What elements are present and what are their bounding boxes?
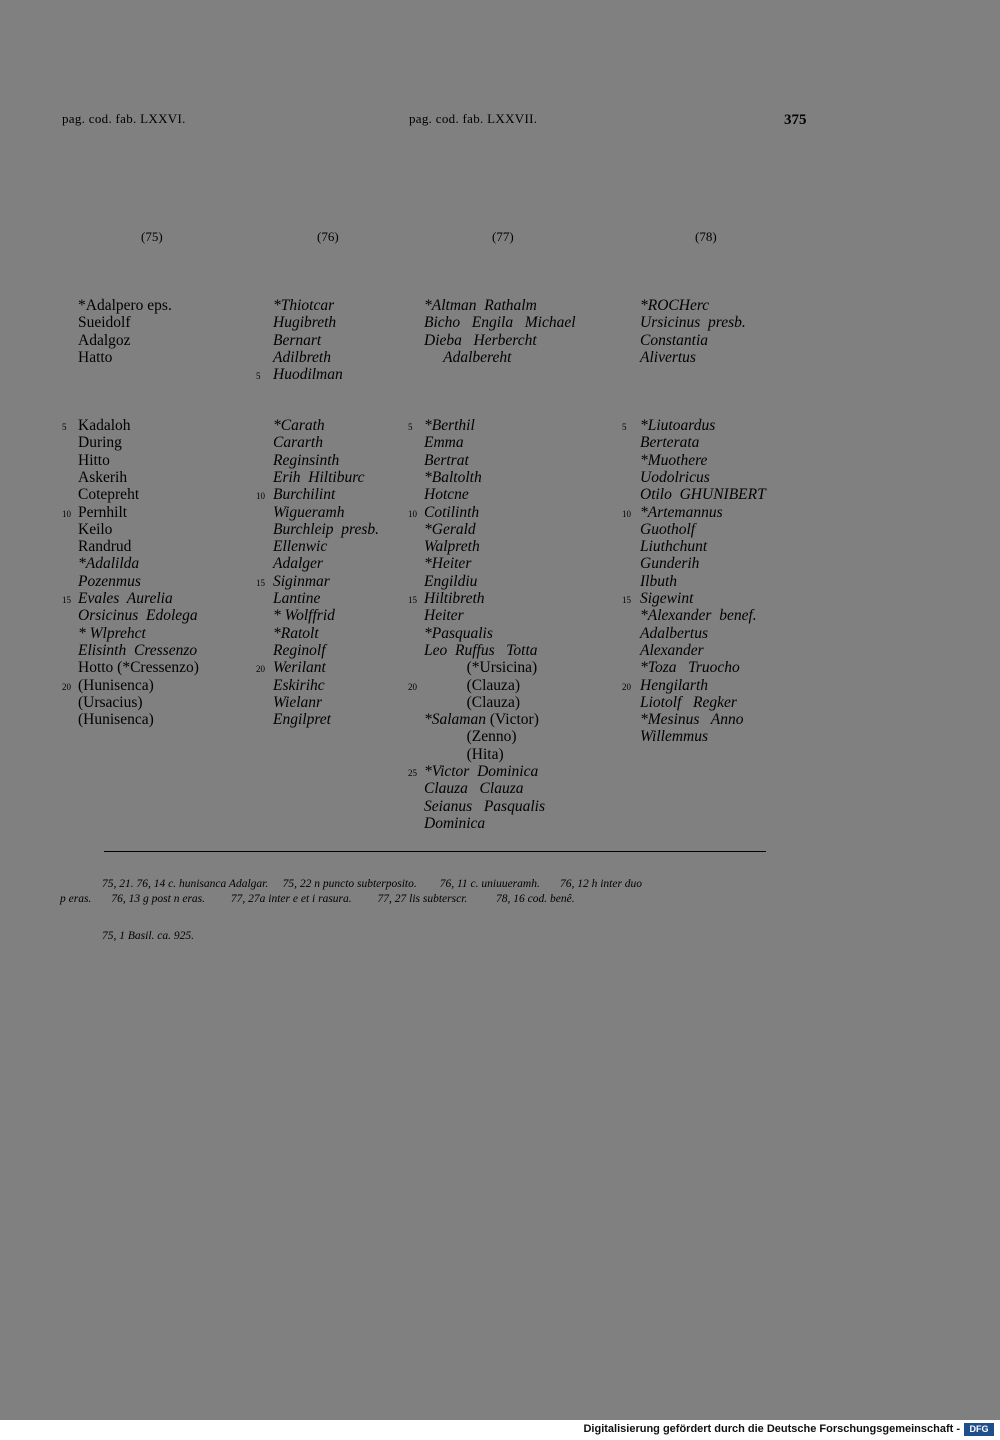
name-entry: Cotepreht [78, 486, 140, 504]
name-entry: Cararth [273, 434, 323, 452]
name-entry: Guotholf [640, 520, 696, 538]
name-entry: Bertrat [424, 451, 469, 469]
name-entry: Seianus Pasqualis [424, 797, 545, 815]
name-entry: Randrud [78, 538, 132, 556]
name-entry: Burchilint [273, 486, 336, 504]
name-entry: *Thiotcar [273, 297, 335, 314]
name-entry: Huodilman [273, 366, 343, 384]
line-number: 5 [622, 422, 627, 432]
name-entry: *Heiter [424, 555, 472, 573]
name-entry: Elisinth Cressenzo [78, 641, 198, 659]
name-entry: *Mesinus Anno [640, 711, 744, 729]
name-entry: Ilbuth [640, 572, 678, 590]
name-entry: (Hita) [424, 745, 504, 763]
name-entry: Sigewint [640, 590, 694, 607]
name-entry: Hitto [78, 451, 110, 469]
name-entry: (Zenno) [424, 728, 517, 746]
name-entry: Hotcne [424, 486, 469, 504]
name-entry: Berterata [640, 434, 700, 452]
name-entry: Adalger [273, 555, 323, 573]
name-entry: *Muothere [640, 451, 708, 469]
name-entry: (Clauza) [424, 693, 520, 711]
name-entry: Ellenwic [273, 538, 328, 556]
name-entry: Gunderih [640, 555, 700, 573]
name-entry: Liotolf Regker [640, 693, 737, 711]
name-entry: Kadaloh [78, 417, 131, 434]
line-number: 5 [256, 371, 261, 382]
header-left: pag. cod. fab. LXXVI. [62, 111, 186, 126]
name-entry: During [78, 434, 122, 452]
name-entry: Lantine [273, 590, 321, 607]
name-entry: Sueidolf [78, 314, 131, 332]
name-entry: Leo Ruffus Totta [424, 641, 538, 659]
line-number: 10 [62, 508, 71, 519]
name-entry: Pernhilt [78, 503, 128, 521]
line-number: 15 [408, 595, 417, 605]
name-entry: Heiter [424, 607, 464, 625]
footnote-line-3: 75, 1 Basil. ca. 925. [102, 930, 194, 942]
name-entry: Adalbertus [640, 624, 709, 642]
name-entry: Dieba Herbercht [424, 331, 537, 349]
funding-notice: Digitalisierung gefördert durch die Deutsche Forschungsgemeinschaft - [583, 1423, 960, 1435]
name-entry: (Hunisenca) [78, 676, 154, 694]
name-entry: *Victor Dominica [424, 763, 539, 780]
line-number: 20 [256, 664, 265, 675]
name-entry: Alexander [640, 641, 704, 659]
footnote-line-2: p eras. 76, 13 g post n eras. 77, 27a inter e et i rasura. 77, 27 lis subterscr. 78, 16 cod. benê. [60, 893, 575, 905]
name-entry: *ROCHerc [640, 297, 710, 314]
name-entry: (Hunisenca) [78, 711, 154, 729]
footnote-rule [104, 851, 766, 852]
name-entry: Reginolf [273, 641, 326, 659]
name-entry: *Altman Rathalm [424, 297, 537, 314]
header-center: pag. cod. fab. LXXVII. [409, 111, 538, 126]
name-entry: Uodolricus [640, 468, 710, 486]
name-entry: Adilbreth [273, 348, 331, 366]
name-entry: Walpreth [424, 538, 480, 556]
footnote-line-1: 75, 21. 76, 14 c. hunisanca Adalgar. 75, 22 n puncto subterposito. 76, 11 c. uniuueramh. 76, 12 h inter duo [102, 878, 643, 890]
name-entry: Burchleip presb. [273, 520, 380, 538]
column-number-76: (76) [317, 229, 339, 244]
name-entry: Pozenmus [78, 572, 141, 590]
name-entry: Reginsinth [273, 451, 340, 469]
line-number: 5 [62, 422, 67, 432]
name-entry: Eskirihc [273, 676, 325, 694]
name-entry: *Berthil [424, 417, 475, 434]
name-entry: *Pasqualis [424, 624, 493, 642]
name-entry: Alivertus [640, 348, 696, 366]
name-entry: Engilpret [273, 711, 331, 729]
name-entry: Orsicinus Edolega [78, 607, 198, 625]
name-entry: Wielanr [273, 693, 323, 711]
name-entry: Bicho Engila Michael [424, 314, 576, 332]
name-entry: Bernart [273, 331, 322, 349]
column-number-77: (77) [492, 229, 514, 244]
name-entry: Askerih [78, 468, 128, 486]
name-entry: *Gerald [424, 520, 476, 538]
name-entry: Dominica [424, 814, 486, 832]
name-entry: Werilant [273, 659, 326, 677]
name-entry: *Adalpero eps. [78, 297, 172, 314]
line-number: 15 [622, 595, 631, 605]
name-entry-extra: (Victor) [486, 711, 539, 729]
name-entry: Adalbereht [424, 348, 512, 366]
name-entry: (Ursacius) [78, 693, 143, 711]
footer-bar [0, 1420, 1000, 1440]
name-entry: Willemmus [640, 728, 709, 746]
name-entry: Evales Aurelia [78, 590, 173, 607]
name-entry: *Toza Truocho [640, 659, 740, 677]
name-entry: Adalgoz [78, 331, 131, 349]
line-number: 10 [408, 508, 417, 519]
line-number: 10 [622, 508, 631, 519]
line-number: 10 [256, 491, 265, 502]
name-entry: Hengilarth [640, 676, 709, 694]
name-entry: *Salaman (Victor) [424, 711, 539, 729]
name-entry: Clauza Clauza [424, 780, 524, 798]
name-entry: *Ratolt [273, 624, 319, 642]
name-entry: *Carath [273, 417, 325, 434]
line-number: 20 [62, 681, 71, 692]
name-entry: Hugibreth [273, 314, 337, 332]
name-entry: Siginmar [273, 572, 330, 590]
line-number: 15 [62, 595, 71, 605]
line-number: 25 [408, 768, 417, 778]
name-entry: * Wlprehct [78, 624, 146, 642]
column-number-75: (75) [141, 229, 163, 244]
dfg-logo: DFG [964, 1423, 994, 1436]
name-entry: *Adalilda [78, 555, 140, 573]
name-entry: Constantia [640, 331, 709, 349]
name-entry: Hiltibreth [424, 590, 485, 607]
name-entry: *Baltolth [424, 468, 482, 486]
line-number: 20 [408, 681, 417, 692]
name-entry: Erih Hiltiburc [273, 468, 365, 486]
name-entry: Engildiu [424, 572, 478, 590]
name-entry: (Clauza) [424, 676, 520, 694]
name-entry: (*Ursicina) [424, 659, 538, 677]
name-entry: Emma [424, 434, 464, 452]
name-entry: Otilo GHUNIBERT [640, 486, 766, 504]
name-entry: Keilo [78, 520, 113, 538]
name-entry: Ursicinus presb. [640, 314, 746, 332]
name-entry: Hatto [78, 348, 113, 366]
column-number-78: (78) [695, 229, 717, 244]
name-entry: *Alexander benef. [640, 607, 757, 625]
name-entry: Liuthchunt [640, 538, 708, 556]
name-entry: Hotto (*Cressenzo) [78, 659, 199, 677]
name-entry: *Liutoardus [640, 417, 716, 434]
page-number: 375 [784, 112, 807, 128]
line-number: 15 [256, 577, 265, 588]
name-entry: Cotilinth [424, 503, 480, 521]
line-number: 5 [408, 422, 413, 432]
line-number: 20 [622, 681, 631, 692]
name-entry: Wigueramh [273, 503, 345, 521]
name-entry: *Artemannus [640, 503, 723, 521]
name-entry: * Wolffrid [273, 607, 335, 625]
